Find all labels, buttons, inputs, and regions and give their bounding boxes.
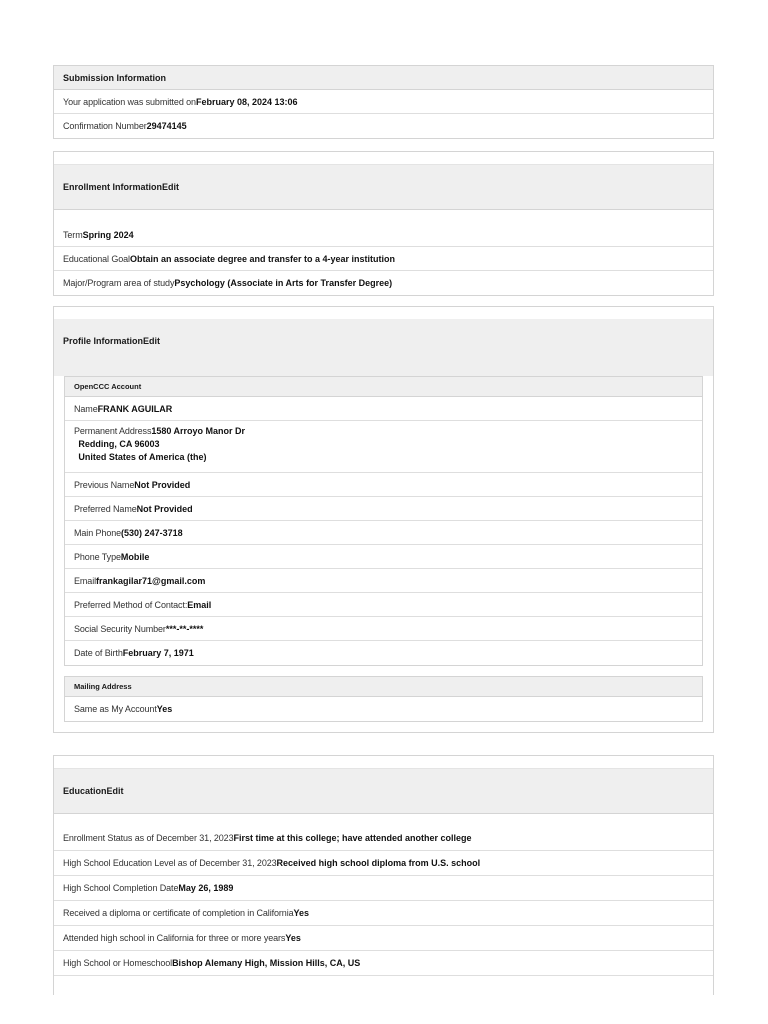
education-title: Education [63, 786, 107, 796]
email-value: frankagilar71@gmail.com [96, 575, 206, 586]
ca-three-years-label: Attended high school in California for three or more years [63, 933, 286, 943]
submitted-label: Your application was submitted on [63, 96, 196, 107]
ca-diploma-value: Yes [293, 908, 310, 918]
list-item [65, 473, 702, 497]
ca-diploma-label: Received a diploma or certificate of completion in California [63, 908, 294, 918]
list-item [54, 876, 713, 901]
high-school-label: High School or Homeschool [63, 958, 173, 968]
hs-completion-value: May 26, 1989 [178, 883, 234, 893]
submitted-value: February 08, 2024 13:06 [195, 96, 298, 107]
submission-panel [53, 65, 714, 139]
list-item [65, 593, 702, 617]
goal-label: Educational Goal [63, 253, 130, 264]
opencc-account-subpanel [64, 376, 703, 666]
contact-method-label: Preferred Method of Contact: [74, 599, 188, 610]
address-line-1: 1580 Arroyo Manor Dr [151, 426, 246, 436]
ssn-label: Social Security Number [74, 623, 166, 634]
enrollment-edit-link[interactable]: Edit [162, 182, 179, 192]
high-school-value: Bishop Alemany High, Mission Hills, CA, US [172, 958, 361, 968]
enrollment-title: Enrollment Information [63, 182, 162, 192]
enrollment-status-value: First time at this college; have attended another college [233, 833, 472, 843]
confirmation-row [54, 114, 713, 138]
list-item [54, 901, 713, 926]
submission-title: Submission Information [63, 72, 167, 83]
list-item [65, 697, 702, 721]
profile-title: Profile Information [63, 336, 144, 346]
main-phone-value: (530) 247-3718 [121, 527, 183, 538]
mailing-address-subpanel [64, 676, 703, 722]
confirmation-label: Confirmation Number [63, 121, 147, 131]
list-item [65, 545, 702, 569]
address-line-3: United States of America (the) [78, 452, 207, 462]
term-label: Term [63, 229, 83, 240]
submission-header [54, 66, 713, 90]
education-header [54, 768, 713, 814]
phone-type-value: Mobile [120, 551, 150, 562]
education-edit-link[interactable]: Edit [106, 786, 124, 796]
dob-label: Date of Birth [74, 648, 123, 658]
enrollment-header [54, 164, 713, 210]
list-item [54, 271, 713, 295]
enrollment-panel [53, 151, 714, 296]
main-phone-label: Main Phone [74, 527, 122, 538]
list-item [65, 569, 702, 593]
same-as-account-value: Yes [156, 704, 173, 714]
preferred-name-value: Not Provided [136, 503, 193, 514]
major-value: Psychology (Associate in Arts for Transfer Degree) [174, 278, 393, 288]
profile-header [54, 319, 713, 363]
term-value: Spring 2024 [82, 229, 134, 240]
profile-panel [53, 306, 714, 733]
hs-level-label: High School Education Level as of December 31, 2023 [63, 858, 277, 868]
hs-level-value: Received high school diploma from U.S. school [276, 858, 481, 868]
contact-method-value: Email [187, 599, 212, 610]
address-label: Permanent Address [74, 426, 152, 436]
preferred-name-label: Preferred Name [74, 503, 137, 514]
address-line-2: Redding, CA 96003 [78, 439, 160, 449]
list-item [54, 223, 713, 247]
major-label: Major/Program area of study [63, 278, 175, 288]
list-item [54, 247, 713, 271]
email-label: Email [74, 575, 97, 586]
list-item [65, 617, 702, 641]
ca-three-years-value: Yes [285, 933, 301, 943]
submitted-row [54, 90, 713, 114]
phone-type-label: Phone Type [74, 551, 121, 562]
opencc-account-title: OpenCCC Account [74, 382, 142, 391]
previous-name-value: Not Provided [134, 479, 191, 490]
profile-edit-link[interactable]: Edit [143, 336, 161, 346]
confirmation-value: 29474145 [146, 121, 187, 131]
dob-value: February 7, 1971 [122, 648, 194, 658]
list-item [65, 641, 702, 665]
list-item [54, 951, 713, 976]
enrollment-status-label: Enrollment Status as of December 31, 2023 [63, 833, 234, 843]
address-row [65, 421, 702, 473]
list-item [54, 851, 713, 876]
hs-completion-label: High School Completion Date [63, 883, 179, 893]
opencc-account-header [65, 377, 702, 397]
goal-value: Obtain an associate degree and transfer to a 4-year institution [129, 253, 396, 264]
ssn-value: ***-**-**** [165, 623, 204, 634]
list-item [54, 926, 713, 951]
list-item [65, 521, 702, 545]
list-item [54, 826, 713, 851]
mailing-address-header [65, 677, 702, 697]
education-panel [53, 755, 714, 995]
previous-name-label: Previous Name [74, 479, 135, 490]
name-label: Name [74, 403, 98, 414]
list-item [65, 397, 702, 421]
list-item [65, 497, 702, 521]
mailing-address-title: Mailing Address [74, 682, 132, 691]
name-value: FRANK AGUILAR [97, 403, 173, 414]
same-as-account-label: Same as My Account [74, 704, 157, 714]
